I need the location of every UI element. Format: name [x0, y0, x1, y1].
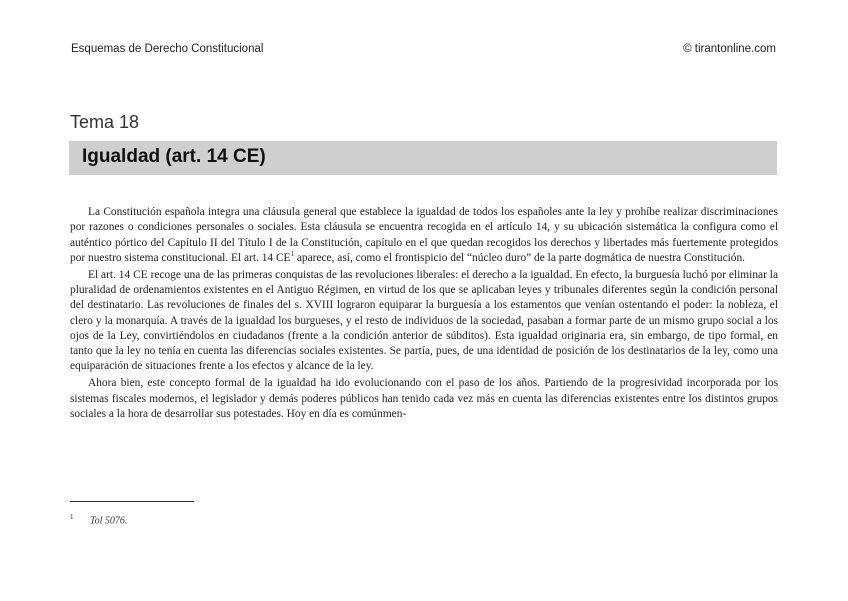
page-title: Igualdad (art. 14 CE)	[82, 146, 266, 167]
paragraph	[70, 205, 778, 266]
paragraph-text: Ahora bien, este concepto formal de la igualdad ha ido evolucionando con el paso de los años. Partiendo de la progresividad incorporada por los sistemas fiscales modernos, el legislador y demás poderes públicos han tenido cada vez más en cuenta las diferencias existentes entre los distintos grupos sociales a la hora de desarrollar sus potestades. Hoy en día es comúnmen-	[70, 377, 778, 420]
header-book-title: Esquemas de Derecho Constitucional	[71, 43, 264, 55]
page-header	[71, 43, 776, 59]
paragraph-text-tail: aparece, así, como el frontispicio del “núcleo duro” de la parte dogmática de nuestra Constitución.	[294, 251, 746, 264]
header-copyright: © tirantonline.com	[683, 43, 776, 55]
footnote	[70, 513, 127, 526]
body-text	[70, 205, 778, 424]
paragraph-text: La Constitución española integra una cláusula general que establece la igualdad de todos los españoles ante la ley y prohíbe realizar discriminaciones por razones o condiciones personales o sociales. Esta cláusula se encuentra recogida en el artículo 14, y su ubicación sistemática la configura como el auténtico pórtico del Capítulo II del Título I de la Constitución, capítulo en el que quedan recogidos los derechos y libertades más fuertemente protegidos por nuestro sistema constitucional. El art. 14 CE	[70, 206, 778, 264]
footnote-number: 1	[70, 513, 74, 521]
paragraph	[70, 376, 778, 422]
footnote-divider	[70, 501, 194, 502]
topic-label: Tema 18	[70, 112, 140, 132]
footnote-ref[interactable]: 1	[290, 250, 294, 259]
title-banner	[69, 141, 777, 175]
paragraph	[70, 268, 778, 375]
footnote-text: Tol 5076.	[90, 515, 128, 527]
paragraph-text: El art. 14 CE recoge una de las primeras conquistas de las revoluciones liberales: el derecho a la igualdad. En efecto, la burguesía luchó por eliminar la pluralidad de ordenamientos existentes en el Antiguo Régimen, en virtud de los que se aplicaban leyes y tribunales diferentes según la condición personal del destinatario. Las revoluciones de finales del s. XVIII lograron equiparar la burguesía a los estamentos que venían ostentando el poder: la nobleza, el clero y la monarquía. A través de la igualdad los burgueses, y el resto de individuos de la sociedad, pasaban a formar parte de un mismo grupo social a los ojos de la Ley, convirtiéndolos en ciudadanos (frente a la condición anterior de súbditos). Esta igualdad originaria era, sin embargo, de tipo formal, en tanto que la ley no tenía en cuenta las diferencias sociales existentes. Se partía, pues, de una identidad de posición de los destinatarios de la ley, como una equiparación de situaciones frente a los efectos y alcance de la ley.	[70, 268, 778, 373]
